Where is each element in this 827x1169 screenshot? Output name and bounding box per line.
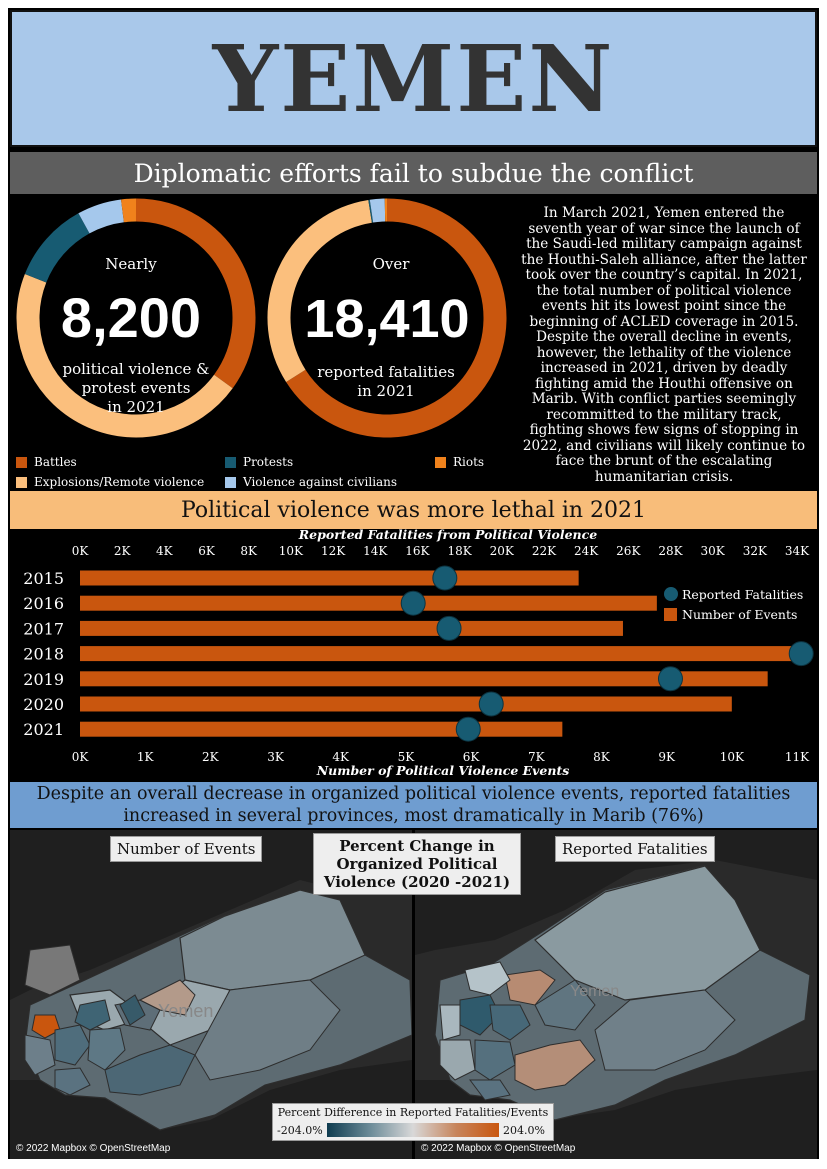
year-label: 2017 xyxy=(23,619,64,639)
top-axis-tick: 8K xyxy=(240,544,258,558)
color-scale-min: -204.0% xyxy=(277,1124,323,1137)
legend-label-battles: Battles xyxy=(34,455,77,469)
fatalities-dot xyxy=(401,591,425,615)
bar-chart-title: Reported Fatalities from Political Violence xyxy=(298,529,598,542)
events-prefix: Nearly xyxy=(105,255,157,273)
top-axis-tick: 30K xyxy=(700,544,725,558)
top-axis-tick: 22K xyxy=(531,544,557,558)
top-axis-tick: 14K xyxy=(363,544,388,558)
year-label: 2016 xyxy=(23,594,64,614)
events-caption xyxy=(41,360,231,417)
fatalities-caption-line1: reported fatalities xyxy=(317,363,455,381)
bottom-axis-tick: 11K xyxy=(784,750,810,764)
color-scale-max: 204.0% xyxy=(503,1124,545,1137)
top-axis-tick: 18K xyxy=(447,544,472,558)
top-axis-tick: 26K xyxy=(616,544,641,558)
map-center-title-line1: Percent Change in xyxy=(339,837,495,855)
year-label: 2020 xyxy=(23,695,64,714)
events-caption-line2: protest events xyxy=(81,379,191,397)
legend-swatch-battles xyxy=(16,457,27,468)
section2-heading: Political violence was more lethal in 2021 xyxy=(10,491,817,529)
events-map-credit[interactable]: © 2022 Mapbox © OpenStreetMap xyxy=(16,1143,171,1154)
fatalities-caption xyxy=(296,363,476,401)
legend-protests xyxy=(225,455,293,469)
fatalities-map-credit[interactable]: © 2022 Mapbox © OpenStreetMap xyxy=(421,1143,576,1154)
legend-swatch-protests xyxy=(225,457,236,468)
fatalities-dot xyxy=(789,642,813,666)
bottom-axis-tick: 4K xyxy=(332,750,350,764)
bottom-axis-tick: 9K xyxy=(658,750,675,764)
section3-heading-line1: Despite an overall decrease in organized political violence events, reported fatalities xyxy=(36,784,791,804)
fatalities-bar-chart xyxy=(10,529,817,779)
events-bar xyxy=(80,722,562,737)
events-bar xyxy=(80,697,732,712)
bottom-axis-tick: 8K xyxy=(593,750,610,764)
fatalities-dot xyxy=(433,566,457,590)
events-bar xyxy=(80,621,623,636)
legend-label-riots: Riots xyxy=(453,455,485,469)
section1-heading: Diplomatic efforts fail to subdue the conflict xyxy=(10,152,817,194)
events-value: 8,200 xyxy=(60,286,202,349)
legend-swatch-vac xyxy=(225,477,236,488)
bar-chart-xlabel: Number of Political Violence Events xyxy=(316,763,570,778)
bottom-axis-tick: 0K xyxy=(71,750,89,764)
color-scale-title: Percent Difference in Reported Fatalities/Events xyxy=(277,1106,549,1119)
legend-fatalities-marker xyxy=(664,587,678,601)
page-title: YEMEN xyxy=(212,24,615,133)
fatalities-map-country-label: Yemen xyxy=(570,983,620,1000)
legend-vac xyxy=(225,475,397,489)
intro-paragraph: In March 2021, Yemen entered the seventh year of war since the launch of the Saudi-led military campaign against the Houthi-Saleh alliance, after the latter took over the country’s capital. In 2021, the total number of political violence events hit its lowest point since the beginning of ACLED coverage in 2015. Despite the overall decline in events, however, the lethality of the violence increased in 2021, driven by deadly fighting amid the Houthi offensive on Marib. With conflict parties seemingly recommitted to the military track, fighting shows few signs of stopping in 2022, and civilians will likely continue to face the brunt of the escalating humanitarian crisis. xyxy=(521,205,807,485)
top-axis-tick: 10K xyxy=(278,544,303,558)
events-bar xyxy=(80,571,579,586)
legend-events-label: Number of Events xyxy=(682,607,798,622)
map-center-title-line3: Violence (2020 -2021) xyxy=(323,873,511,891)
bottom-axis-tick: 7K xyxy=(527,750,545,764)
legend-swatch-riots xyxy=(435,457,446,468)
section3-heading-line2: increased in several provinces, most dramatically in Marib (76%) xyxy=(123,806,704,826)
legend-label-explosions: Explosions/Remote violence xyxy=(34,475,205,489)
fatalities-map-label: Reported Fatalities xyxy=(555,836,715,862)
bottom-axis-tick: 1K xyxy=(136,750,154,764)
donut-slice-violence-against-civilians xyxy=(84,211,122,224)
top-axis-tick: 32K xyxy=(742,544,767,558)
section3-heading xyxy=(10,782,817,828)
events-caption-line1: political violence & xyxy=(62,360,210,378)
legend-battles xyxy=(16,455,77,469)
top-axis-tick: 20K xyxy=(489,544,514,558)
events-caption-line3: in 2021 xyxy=(107,398,165,416)
bottom-axis-tick: 3K xyxy=(267,750,284,764)
events-map-country-label: Yemen xyxy=(158,1001,214,1021)
bottom-axis-tick: 10K xyxy=(719,750,744,764)
map-center-title-line2: Organized Political xyxy=(336,855,498,873)
legend-riots xyxy=(435,455,484,469)
donut-slice-riots xyxy=(122,210,136,211)
bottom-axis-tick: 6K xyxy=(462,750,480,764)
top-axis-tick: 16K xyxy=(405,544,430,558)
events-bar xyxy=(80,646,800,661)
header-title-box xyxy=(10,10,817,147)
top-axis-tick: 28K xyxy=(658,544,683,558)
legend-explosions xyxy=(16,475,204,489)
fatalities-dot xyxy=(479,692,503,716)
top-axis-tick: 6K xyxy=(198,544,215,558)
fatalities-caption-line2: in 2021 xyxy=(357,382,415,400)
fatalities-prefix: Over xyxy=(372,255,410,273)
events-map-label: Number of Events xyxy=(110,836,262,862)
top-axis-tick: 12K xyxy=(320,544,346,558)
fatalities-dot xyxy=(658,667,682,691)
bottom-axis-tick: 5K xyxy=(397,750,415,764)
fatalities-dot xyxy=(437,616,461,640)
top-axis-tick: 0K xyxy=(71,544,89,558)
top-axis-tick: 2K xyxy=(113,544,131,558)
year-label: 2019 xyxy=(23,669,64,689)
top-axis-tick: 34K xyxy=(784,544,810,558)
bottom-axis-tick: 2K xyxy=(202,750,219,764)
top-axis-tick: 4K xyxy=(156,544,173,558)
legend-label-vac: Violence against civilians xyxy=(243,475,398,489)
legend-fatalities-label: Reported Fatalities xyxy=(682,587,804,602)
year-label: 2021 xyxy=(23,720,64,740)
color-scale-legend xyxy=(272,1103,554,1141)
year-label: 2018 xyxy=(23,644,64,664)
legend-events-marker xyxy=(664,608,677,621)
legend-label-protests: Protests xyxy=(243,455,294,469)
year-label: 2015 xyxy=(23,569,64,588)
fatalities-value: 18,410 xyxy=(304,289,470,349)
top-axis-tick: 24K xyxy=(574,544,599,558)
legend-swatch-explosions xyxy=(16,477,27,488)
donut-slice-violence-against-civilians xyxy=(371,210,385,211)
events-bar xyxy=(80,596,657,611)
color-scale-gradient xyxy=(327,1123,499,1137)
fatalities-dot xyxy=(456,717,480,741)
map-center-title xyxy=(313,833,521,895)
